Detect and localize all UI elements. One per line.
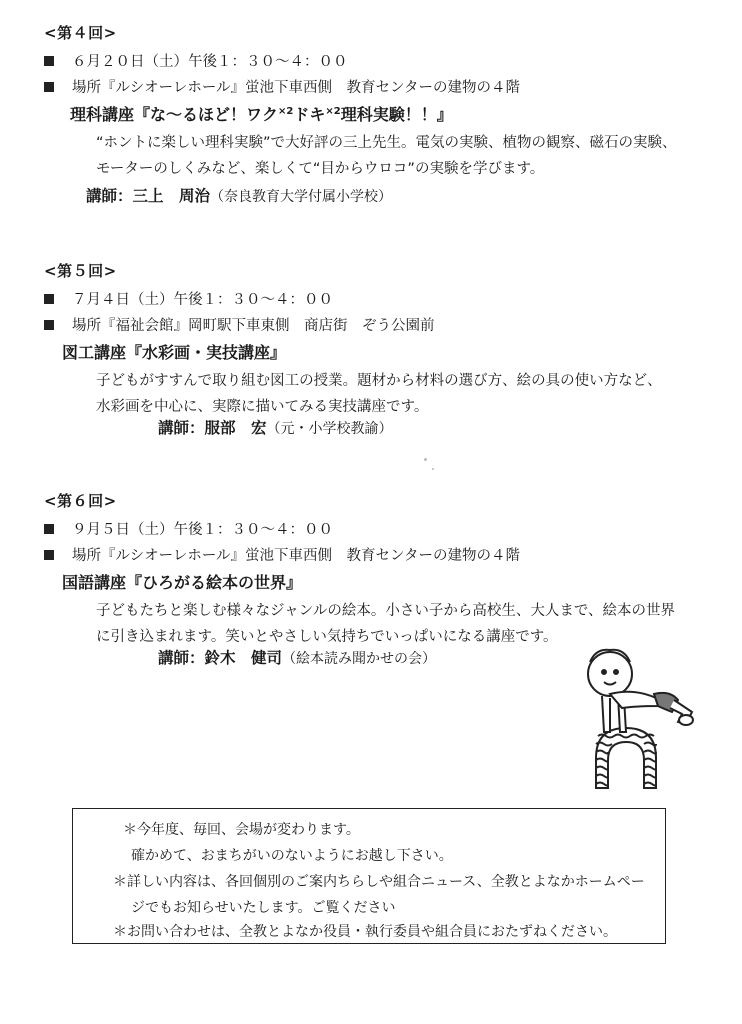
session-title: 国語講座『ひろがる絵本の世界』 — [62, 573, 303, 592]
session-description: 子どもたちと楽しむ様々なジャンルの絵本。小さい子から高校生、大人まで、絵本の世界 に引き込まれます。笑いとやさしい気持ちでいっぱいになる講座です。 — [96, 603, 676, 645]
session-datetime-row — [44, 288, 333, 309]
child-leapfrog-illustration — [574, 636, 704, 796]
session-datetime: ７月４日（土）午後１：３０〜４：００ — [72, 292, 333, 308]
square-bullet-icon — [44, 294, 54, 304]
session-place-row — [44, 314, 435, 335]
session-heading: <第５回> — [44, 262, 117, 280]
note-line: ＊詳しい内容は、各回個別のご案内ちらしや組合ニュース、全教とよなかホームペー — [113, 874, 645, 890]
session-datetime: ９月５日（土）午後１：３０〜４：００ — [72, 522, 333, 538]
session-place: 場所『ルシオーレホール』蛍池下車西側 教育センターの建物の４階 — [72, 80, 520, 96]
note-line: ＊今年度、毎回、会場が変わります。 — [123, 822, 360, 838]
square-bullet-icon — [44, 524, 54, 534]
note-line: ＊お問い合わせは、全教とよなか役員・執行委員や組合員におたずねください。 — [113, 924, 617, 940]
session-title: 図工講座『水彩画・実技講座』 — [62, 343, 287, 362]
note-line: 確かめて、おまちがいのないようにお越し下さい。 — [131, 848, 453, 864]
square-bullet-icon — [44, 550, 54, 560]
session-title: 理科講座『な〜るほど！ワク$^{\times 2}$ドキ$^{\times 2}$理科実験！！』 — [70, 105, 453, 124]
square-bullet-icon — [44, 82, 54, 92]
notes-box — [72, 808, 666, 944]
square-bullet-icon — [44, 56, 54, 66]
session-description: “ホントに楽しい理科実験”で大好評の三上先生。電気の実験、植物の観察、磁石の実験、 モーターのしくみなど、楽しくて“目からウロコ”の実験を学びます。 — [96, 135, 677, 177]
scan-speck — [424, 458, 427, 461]
session-datetime-row — [44, 518, 333, 539]
session-heading: <第６回> — [44, 492, 117, 510]
session-lecturer: 講師：服部 宏（元・小学校教諭） — [158, 419, 393, 437]
child-figure — [588, 650, 693, 732]
session-datetime: ６月２０日（土）午後１：３０〜４：００ — [72, 54, 348, 70]
note-line: ジでもお知らせいたします。ご覧ください — [131, 900, 396, 916]
session-heading: <第４回> — [44, 24, 117, 42]
session-datetime-row — [44, 50, 348, 71]
session-place-row — [44, 76, 520, 97]
square-bullet-icon — [44, 320, 54, 330]
session-lecturer: 講師：三上 周治（奈良教育大学付属小学校） — [86, 187, 393, 205]
scan-speck — [432, 468, 434, 470]
arch-shape — [596, 728, 656, 788]
session-place: 場所『福祉会館』岡町駅下車東側 商店街 ぞう公園前 — [72, 318, 435, 334]
session-place: 場所『ルシオーレホール』蛍池下車西側 教育センターの建物の４階 — [72, 548, 520, 564]
session-place-row — [44, 544, 520, 565]
session-lecturer: 講師：鈴木 健司（絵本読み聞かせの会） — [158, 649, 437, 667]
session-description: 子どもがすすんで取り組む図工の授業。題材から材料の選び方、絵の具の使い方など、 水彩画を中心に、実際に描いてみる実技講座です。 — [96, 373, 662, 415]
